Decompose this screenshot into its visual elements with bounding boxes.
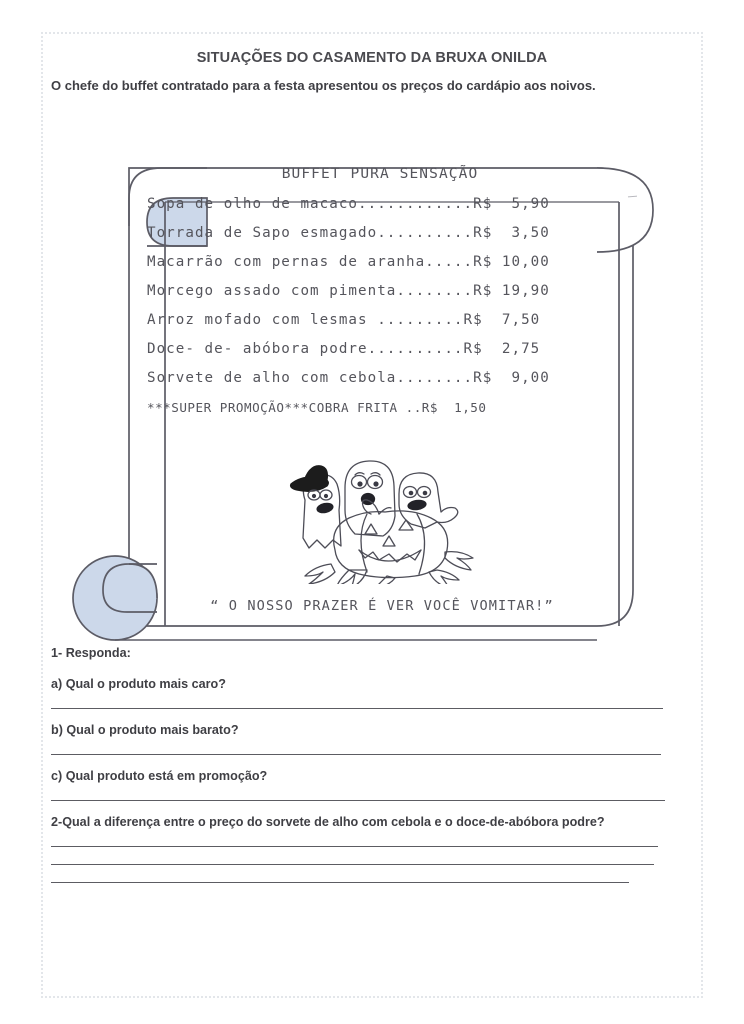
menu-item: Doce- de- abóbora podre..........R$ 2,75: [147, 341, 541, 357]
page-title: SITUAÇÕES DO CASAMENTO DA BRUXA ONILDA: [196, 50, 548, 66]
answer-line-2c[interactable]: [51, 882, 629, 883]
answer-line-1a[interactable]: [51, 708, 663, 709]
question-1b: b) Qual o produto mais barato?: [51, 723, 239, 737]
menu-scroll: [57, 106, 697, 666]
menu-item: Sorvete de alho com cebola........R$ 9,00: [147, 370, 550, 386]
questions-section: [51, 646, 697, 897]
question-1-heading: 1- Responda:: [51, 646, 131, 660]
menu-text-block: [147, 166, 607, 422]
menu-slogan: “ O NOSSO PRAZER É VER VOCÊ VOMITAR!”: [210, 598, 554, 614]
menu-item: Torrada de Sapo esmagado..........R$ 3,50: [147, 225, 550, 241]
answer-line-1b[interactable]: [51, 754, 661, 755]
answer-line-2a[interactable]: [51, 846, 658, 847]
halloween-ghosts-pumpkin-icon: [275, 454, 505, 584]
menu-item-promotion: ***SUPER PROMOÇÃO***COBRA FRITA ..R$ 1,50: [147, 400, 487, 415]
answer-line-2b[interactable]: [51, 864, 654, 865]
menu-item: Arroz mofado com lesmas .........R$ 7,50: [147, 312, 541, 328]
menu-item: Sopa de olho de macaco............R$ 5,90: [147, 196, 550, 212]
menu-item: Macarrão com pernas de aranha.....R$ 10,00: [147, 254, 550, 270]
menu-item: Morcego assado com pimenta........R$ 19,90: [147, 283, 550, 299]
answer-line-1c[interactable]: [51, 800, 665, 801]
question-1c: c) Qual produto está em promoção?: [51, 769, 268, 783]
question-2: 2-Qual a diferença entre o preço do sorvete de alho com cebola e o doce-de-abóbora podre?: [51, 815, 605, 829]
intro-paragraph: O chefe do buffet contratado para a festa apresentou os preços do cardápio aos noivos.: [51, 78, 596, 93]
question-1a: a) Qual o produto mais caro?: [51, 677, 226, 691]
menu-heading: BUFFET PURA SENSAÇÃO: [281, 166, 479, 182]
worksheet-page: [41, 32, 703, 998]
